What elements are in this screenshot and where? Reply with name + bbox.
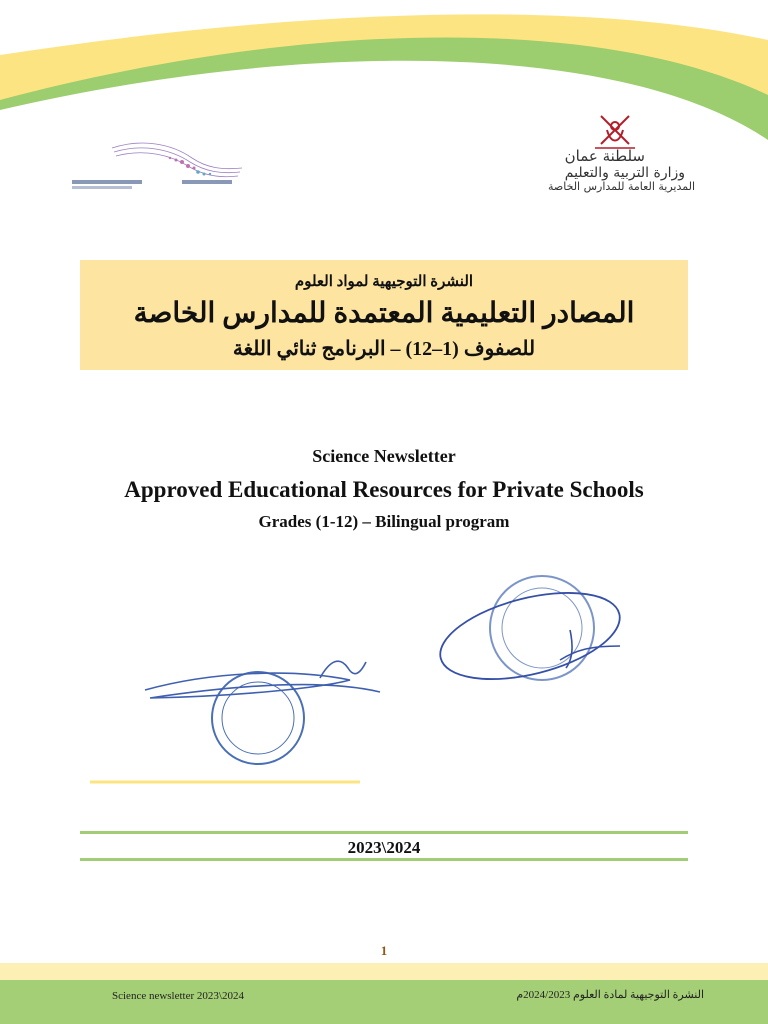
- official-stamp-right: [490, 576, 594, 680]
- page-number: 1: [380, 943, 388, 958]
- ministry-name: سلطنة عمان وزارة التربية والتعليم المديرية العامة للمدارس الخاصة: [548, 147, 695, 194]
- footer-band: [0, 980, 768, 1024]
- stamps-and-signatures: [90, 560, 670, 785]
- english-subtitle: Science Newsletter: [312, 446, 456, 466]
- arabic-main-title: المصادر التعليمية المعتمدة للمدارس الخاصة: [133, 298, 635, 329]
- arabic-newsletter-label: النشرة التوجيهية لمواد العلوم: [294, 274, 474, 290]
- signature-left: [145, 661, 380, 698]
- signature-right: [432, 577, 629, 695]
- divider-bottom: [80, 858, 688, 861]
- ministry-logo: [505, 110, 695, 210]
- english-main-title: Approved Educational Resources for Private Schools: [124, 477, 644, 502]
- arabic-title-banner: [80, 260, 688, 370]
- arabic-grades-line: للصفوف (1–12) – البرنامج ثنائي اللغة: [232, 338, 536, 360]
- english-grades-line: Grades (1-12) – Bilingual program: [258, 512, 510, 531]
- academic-year: 2023\2024: [347, 838, 421, 857]
- private-schools-logo: [72, 138, 250, 198]
- footer-right-text: النشرة التوجيهية لمادة العلوم 2024/2023م: [516, 989, 704, 1001]
- footer-left-text: Science newsletter 2023\2024: [112, 990, 244, 1002]
- divider-top: [80, 831, 688, 834]
- footer-band-light: [0, 963, 768, 980]
